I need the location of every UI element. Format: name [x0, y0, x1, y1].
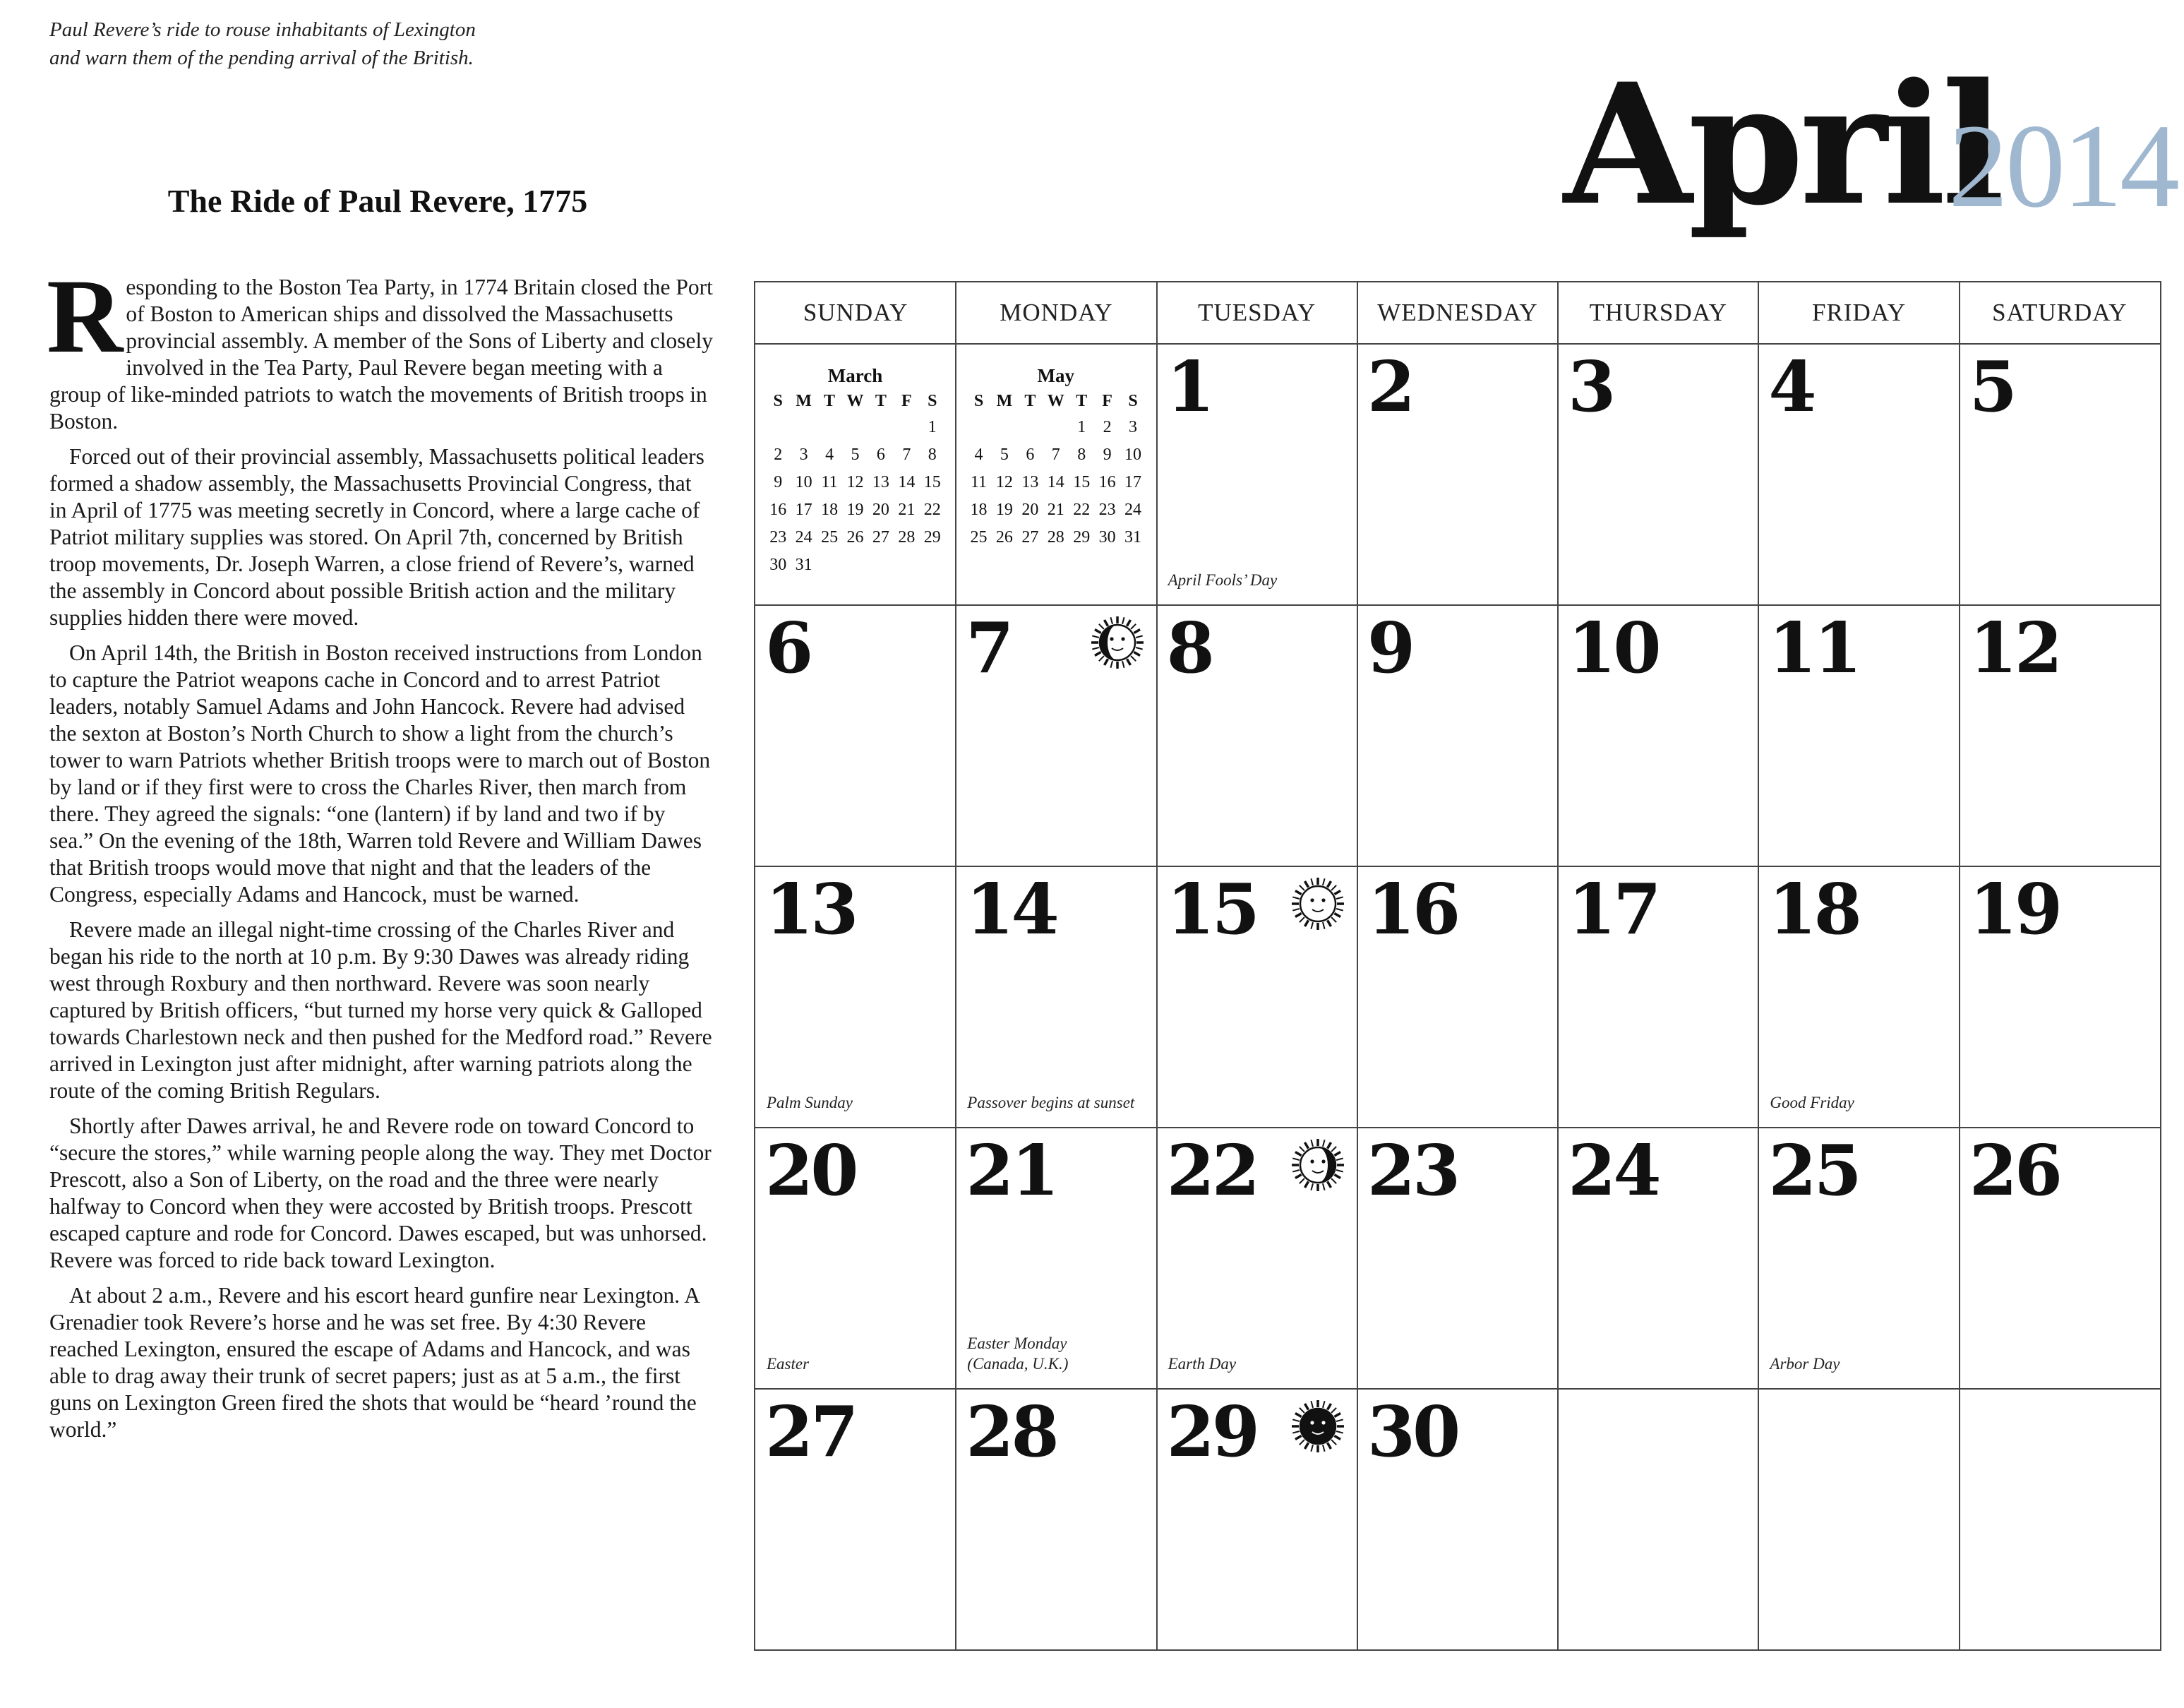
holiday-note: Good Friday: [1770, 1094, 1854, 1111]
mini-day: 14: [1047, 473, 1064, 491]
day-cell[interactable]: [956, 1388, 1156, 1649]
image-caption: [49, 16, 586, 72]
caption-line-2: and warn them of the pending arrival of the British.: [49, 47, 474, 69]
mini-day: 21: [1047, 501, 1064, 519]
drop-cap: R: [47, 258, 124, 375]
mini-weekday-label: W: [846, 392, 864, 410]
mini-day: 20: [1021, 501, 1039, 519]
mini-day: 31: [795, 556, 812, 574]
day-cell[interactable]: [755, 866, 956, 1127]
mini-day: 17: [795, 501, 812, 519]
mini-day: 27: [872, 528, 889, 547]
mini-calendar-may: [966, 363, 1146, 551]
article-paragraph-3: On April 14th, the British in Boston received instructions from London to capture the Patriot weapons cache in Concord and to arrest Patriot leaders, notably Samuel Adams and John Hancock. Revere had advised the sexton at Boston’s North Church to show a light from the church’s tower to warn Patriots whether British troops were to march out of Boston by land or if they first were to cross the Charles River, then march from there. They agreed the signals: “one (lantern) if by land and two if by sea.” On the evening of the 18th, Warren told Revere and William Dawes that British troops would move that night and that the leaders of the Congress, especially Adams and Hancock, must be warned.: [49, 640, 711, 907]
day-number: 29: [1166, 1392, 1257, 1473]
mini-day: 6: [876, 446, 885, 464]
mini-day: 30: [769, 556, 787, 574]
day-cell[interactable]: [1357, 866, 1558, 1127]
mini-day: 25: [970, 528, 988, 547]
mini-calendar-cell-prev: [755, 343, 956, 604]
day-cell[interactable]: [1157, 343, 1357, 604]
mini-day: 10: [1124, 446, 1142, 464]
new-moon-icon: [1290, 1398, 1346, 1455]
mini-day: [817, 551, 842, 579]
mini-day: 5: [1000, 446, 1009, 464]
day-cell[interactable]: [1357, 604, 1558, 866]
article-body: [47, 258, 713, 1452]
mini-day: 12: [846, 473, 864, 491]
day-cell[interactable]: [1558, 1127, 1758, 1388]
day-number: 6: [765, 608, 811, 689]
article-title: The Ride of Paul Revere, 1775: [167, 183, 588, 219]
mini-weekday-label: W: [1047, 392, 1064, 410]
mini-day: [966, 414, 991, 441]
mini-day: [992, 414, 1017, 441]
mini-day: 29: [1073, 528, 1091, 547]
day-cell[interactable]: [1758, 343, 1959, 604]
weekday-sunday: SUNDAY: [803, 299, 908, 326]
month-name: April: [1564, 47, 2001, 242]
mini-day: 1: [1077, 418, 1086, 436]
day-cell[interactable]: [755, 1127, 956, 1388]
weekday-header-row: [755, 282, 2160, 345]
weekday-saturday: SATURDAY: [1992, 299, 2128, 326]
day-cell[interactable]: [1758, 604, 1959, 866]
mini-day: 1: [928, 418, 937, 436]
mini-day: 26: [995, 528, 1013, 547]
mini-day: 10: [795, 473, 812, 491]
day-cell[interactable]: [755, 1388, 956, 1649]
mini-weekday-label: T: [875, 392, 887, 410]
mini-weekday-label: S: [928, 392, 937, 410]
mini-day: 24: [795, 528, 812, 547]
caption-line-1: Paul Revere’s ride to rouse inhabitants of Lexington: [49, 18, 476, 41]
mini-day: 3: [1129, 418, 1138, 436]
article-paragraph-6: At about 2 a.m., Revere and his escort heard gunfire near Lexington. A Grenadier took Revere’s horse and he was set free. By 4:30 Revere reached Lexington, ensured the escape of Adams and Hancock, and was able to drag away their trunk of secret papers; just as at 5 a.m., the first guns on Lexington Green fired the shots that would be “heard ’round the world.”: [49, 1283, 700, 1442]
mini-day: [894, 414, 919, 441]
mini-day: 28: [1047, 528, 1064, 547]
day-number: 25: [1768, 1130, 1859, 1212]
mini-calendar-cell-next: [956, 343, 1156, 604]
mini-day: 18: [970, 501, 988, 519]
mini-day: [920, 551, 945, 579]
last-quarter-moon-icon: [1290, 1137, 1346, 1193]
day-number: 16: [1367, 869, 1458, 950]
day-number: 9: [1367, 608, 1413, 689]
mini-day: 17: [1124, 473, 1142, 491]
day-number: 8: [1166, 608, 1212, 689]
mini-day: [868, 414, 894, 441]
mini-day: 21: [898, 501, 916, 519]
mini-day: 5: [851, 446, 860, 464]
mini-day: 20: [872, 501, 889, 519]
day-number: 19: [1969, 869, 2060, 950]
mini-day: [842, 551, 868, 579]
day-number: 23: [1367, 1130, 1458, 1212]
mini-day: 8: [928, 446, 937, 464]
day-number: 10: [1568, 608, 1659, 689]
weekday-thursday: THURSDAY: [1589, 299, 1727, 326]
mini-day: 9: [774, 473, 783, 491]
mini-day: 29: [923, 528, 941, 547]
day-number: 2: [1367, 347, 1413, 428]
mini-day: 30: [1098, 528, 1116, 547]
article-paragraph-1: Responding to the Boston Tea Party, in 1774 Britain closed the Port of Boston to American ships and dissolved the Massachusetts provincial assembly. A member of the Sons of Liberty and closely involved in the Tea Party, Paul Revere began meeting with a group of like-minded patriots to watch the movements of British troops in Boston.: [47, 258, 713, 434]
mini-day: 23: [1098, 501, 1116, 519]
day-number: 11: [1768, 608, 1859, 689]
day-cell[interactable]: [1357, 1388, 1558, 1649]
mini-day: 3: [799, 446, 808, 464]
day-cell[interactable]: [1157, 1127, 1357, 1388]
mini-day: 6: [1026, 446, 1035, 464]
mini-day: 22: [1073, 501, 1091, 519]
day-cell[interactable]: [1157, 1388, 1357, 1649]
day-number: 24: [1568, 1130, 1659, 1212]
article-paragraph-5: Shortly after Dawes arrival, he and Revere rode on toward Concord to “secure the stores,” while warning people along the way. They met Doctor Prescott, also a Son of Liberty, on the road and the three were nearly halfway to Concord when they were accosted by British troops. Prescott escaped capture and rode for Concord. Dawes escaped, but was unhorsed. Revere was forced to ride back toward Lexington.: [49, 1113, 712, 1272]
day-number: 13: [765, 869, 856, 950]
day-number: 5: [1969, 347, 2015, 428]
mini-day: 13: [1021, 473, 1039, 491]
day-number: 4: [1768, 347, 1814, 428]
mini-weekday-label: M: [796, 392, 812, 410]
day-number: 1: [1166, 347, 1212, 428]
mini-day: [894, 551, 919, 579]
mini-day: 22: [923, 501, 941, 519]
first-quarter-moon-icon: [1089, 614, 1146, 671]
day-number: 30: [1367, 1392, 1458, 1473]
mini-day: 19: [995, 501, 1013, 519]
month-year: 2014: [1948, 100, 2177, 232]
mini-day: 16: [769, 501, 787, 519]
day-cell[interactable]: [1960, 604, 2160, 866]
mini-calendar-march-title: March: [827, 365, 883, 386]
mini-day: 18: [821, 501, 839, 519]
holiday-note: Earth Day: [1168, 1355, 1237, 1373]
mini-day: 16: [1098, 473, 1116, 491]
day-cell[interactable]: [1357, 343, 1558, 604]
day-cell[interactable]: [956, 604, 1156, 866]
mini-day: 15: [1073, 473, 1091, 491]
day-number: 14: [966, 869, 1057, 950]
mini-day: 15: [923, 473, 941, 491]
day-number: 20: [765, 1130, 856, 1212]
mini-day: 23: [769, 528, 787, 547]
mini-day: [791, 414, 816, 441]
mini-day: 25: [821, 528, 839, 547]
weekday-wednesday: WEDNESDAY: [1377, 299, 1538, 326]
day-number: 26: [1969, 1130, 2060, 1212]
article-paragraph-2: Forced out of their provincial assembly, Massachusetts political leaders formed a shadow assembly, the Massachusetts Provincial Congress, that in April of 1775 was meeting secretly in Concord, where a large cache of Patriot military supplies was stored. On April 7th, concerned by British troop movements, Dr. Joseph Warren, a close friend of Revere’s, warned the assembly in Concord about possible British action and the military supplies hidden there were moved.: [49, 444, 704, 630]
mini-weekday-label: T: [1076, 392, 1088, 410]
holiday-note: Easter Monday (Canada, U.K.): [967, 1334, 1069, 1373]
day-cell[interactable]: [1558, 604, 1758, 866]
mini-day: [765, 414, 791, 441]
full-moon-icon: [1290, 876, 1346, 932]
weekday-monday: MONDAY: [1000, 299, 1113, 326]
day-cell[interactable]: [1157, 604, 1357, 866]
day-cell[interactable]: [1960, 343, 2160, 604]
calendar-grid: [754, 281, 2161, 1651]
mini-weekday-label: T: [824, 392, 836, 410]
weekday-friday: FRIDAY: [1812, 299, 1907, 326]
holiday-note: Arbor Day: [1770, 1355, 1840, 1373]
mini-day: 31: [1124, 528, 1142, 547]
day-number: 3: [1568, 347, 1614, 428]
mini-day: 14: [898, 473, 916, 491]
day-number: 18: [1768, 869, 1859, 950]
day-cell[interactable]: [1357, 1127, 1558, 1388]
day-number: 12: [1969, 608, 2060, 689]
day-cell[interactable]: [755, 604, 956, 866]
day-cell[interactable]: [1558, 343, 1758, 604]
day-number: 7: [966, 608, 1012, 689]
mini-weekday-label: F: [1102, 392, 1112, 410]
mini-day: 11: [821, 473, 838, 491]
mini-day: [817, 414, 842, 441]
mini-weekday-label: M: [996, 392, 1013, 410]
mini-day: [842, 414, 868, 441]
mini-weekday-label: S: [1128, 392, 1138, 410]
day-number: 17: [1568, 869, 1659, 950]
weekday-tuesday: TUESDAY: [1198, 299, 1316, 326]
mini-day: 4: [974, 446, 983, 464]
mini-day: 8: [1077, 446, 1086, 464]
day-cell[interactable]: [956, 866, 1156, 1127]
mini-day: 26: [846, 528, 864, 547]
mini-day: 4: [825, 446, 834, 464]
day-number: 21: [966, 1130, 1057, 1212]
holiday-note: Passover begins at sunset: [967, 1094, 1135, 1111]
holiday-note: Easter: [767, 1355, 810, 1373]
mini-calendar-may-title: May: [1037, 365, 1075, 386]
mini-day: 12: [995, 473, 1013, 491]
day-number: 27: [765, 1392, 856, 1473]
mini-day: 11: [970, 473, 988, 491]
day-cell[interactable]: [1758, 1127, 1959, 1388]
mini-day: [1017, 414, 1043, 441]
mini-weekday-label: T: [1024, 392, 1036, 410]
mini-weekday-label: F: [901, 392, 912, 410]
mini-day: 27: [1021, 528, 1039, 547]
day-cell[interactable]: [1960, 1127, 2160, 1388]
day-cell[interactable]: [1558, 866, 1758, 1127]
mini-weekday-label: S: [773, 392, 783, 410]
mini-day: 13: [872, 473, 889, 491]
mini-day: 9: [1103, 446, 1112, 464]
mini-calendar-march: [765, 363, 945, 579]
holiday-note: Palm Sunday: [767, 1094, 853, 1111]
day-cell[interactable]: [1758, 866, 1959, 1127]
mini-day: 19: [846, 501, 864, 519]
day-cell[interactable]: [1157, 866, 1357, 1127]
mini-weekday-label: S: [973, 392, 984, 410]
day-cell[interactable]: [956, 1127, 1156, 1388]
mini-day: 7: [1051, 446, 1060, 464]
day-number: 22: [1166, 1130, 1257, 1212]
mini-day: 2: [774, 446, 783, 464]
mini-day: [1043, 414, 1069, 441]
mini-day: 2: [1103, 418, 1112, 436]
day-cell[interactable]: [1960, 866, 2160, 1127]
holiday-note: April Fools’ Day: [1168, 571, 1278, 589]
mini-day: [868, 551, 894, 579]
article-paragraph-4: Revere made an illegal night-time crossing of the Charles River and began his ride to the north at 10 p.m. By 9:30 Dawes was already riding west through Roxbury and then northward. Revere was soon nearly captured by British officers, “but turned my horse very quick & Galloped towards Charlestown neck and then pushed for the Medford road.” Revere arrived in Lexington just after midnight, after warning patriots along the route of the coming British Regulars.: [49, 917, 712, 1103]
day-number: 15: [1166, 869, 1257, 950]
mini-day: 24: [1124, 501, 1142, 519]
mini-day: 7: [902, 446, 911, 464]
mini-day: 28: [898, 528, 916, 547]
day-number: 28: [966, 1392, 1057, 1473]
